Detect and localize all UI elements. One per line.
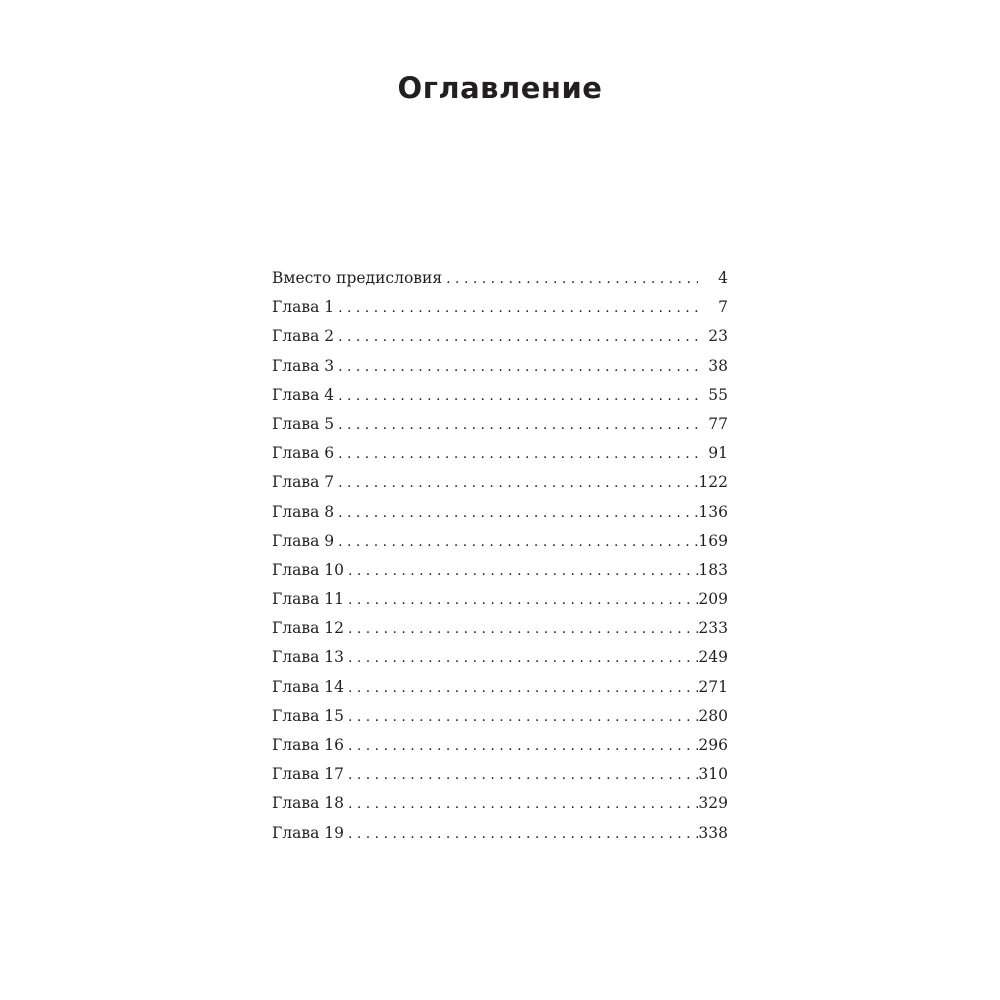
toc-entry-page: 77: [708, 414, 728, 433]
toc-entry: [272, 731, 728, 760]
toc-entry-page: 249: [698, 648, 728, 667]
dot-leader: [338, 499, 698, 528]
toc-entry-page: 209: [698, 590, 728, 609]
toc-entry-label: Глава 15: [272, 706, 344, 725]
toc-entry-label: Глава 1: [272, 298, 335, 317]
toc-entry-page: 233: [698, 619, 728, 638]
dot-leader: [348, 615, 698, 644]
toc-entry-page: 280: [698, 706, 728, 725]
toc-entry: [272, 789, 728, 818]
toc-entry: [272, 643, 728, 672]
toc-entry-label: Глава 2: [272, 327, 335, 346]
dot-leader: [338, 469, 698, 498]
toc-entry: [272, 322, 728, 351]
toc-entry: [272, 760, 728, 789]
toc-entry-label: Глава 4: [272, 385, 335, 404]
toc-entry: [272, 439, 728, 468]
toc-entry-page: 4: [718, 269, 728, 287]
toc-entry-label: Глава 17: [272, 765, 344, 784]
toc-entry: [272, 352, 728, 381]
dot-leader: [348, 820, 698, 849]
toc-entry-page: 296: [698, 736, 728, 754]
toc-entry: [272, 819, 728, 848]
dot-leader: [338, 323, 698, 352]
toc-entry-page: 136: [698, 502, 728, 521]
dot-leader: [338, 353, 698, 382]
toc-entry-label: Глава 6: [272, 444, 335, 463]
dot-leader: [348, 703, 698, 732]
toc-entry-label: Глава 13: [272, 648, 344, 667]
dot-leader: [338, 294, 698, 323]
toc-entry-label: Глава 14: [272, 677, 344, 696]
toc-entry-page: 271: [698, 677, 728, 696]
toc-entry-label: Глава 10: [272, 560, 344, 579]
dot-leader: [338, 411, 698, 440]
dot-leader: [348, 674, 698, 703]
toc-entry-label: Вместо предисловия: [272, 269, 443, 287]
toc-entry-page: 91: [708, 444, 728, 463]
toc-entry: [272, 293, 728, 322]
toc-entry-page: 122: [698, 473, 728, 492]
toc-entry: [272, 585, 728, 614]
toc-entry-label: Глава 8: [272, 502, 335, 521]
toc-entry-label: Глава 3: [272, 356, 335, 375]
page-title: Оглавление: [397, 71, 603, 105]
toc-entry-page: 329: [698, 794, 728, 813]
toc-entry-page: 7: [718, 298, 728, 317]
toc-entry: [272, 527, 728, 556]
toc-entry-page: 169: [698, 531, 728, 550]
toc-entry: [272, 264, 728, 293]
toc-entry-label: Глава 16: [272, 736, 344, 754]
toc-entry-label: Глава 19: [272, 823, 344, 842]
toc-entry: [272, 702, 728, 731]
dot-leader: [348, 790, 698, 819]
toc-entry-page: 23: [708, 327, 728, 346]
toc-entry-page: 183: [698, 560, 728, 579]
dot-leader: [348, 644, 698, 673]
toc-entry-page: 338: [698, 823, 728, 842]
toc-entry-page: 310: [698, 765, 728, 784]
dot-leader: [348, 732, 698, 761]
dot-leader: [348, 586, 698, 615]
dot-leader: [348, 761, 698, 790]
toc-entry: [272, 614, 728, 643]
dot-leader: [338, 528, 698, 557]
toc-entry: [272, 410, 728, 439]
toc-entry-label: Глава 18: [272, 794, 344, 813]
toc-entry-label: Глава 7: [272, 473, 335, 492]
toc-entry-page: 38: [708, 356, 728, 375]
toc-entry-page: 55: [708, 385, 728, 404]
dot-leader: [338, 382, 698, 411]
toc-entry: [272, 498, 728, 527]
toc-entry-label: Глава 11: [272, 590, 344, 609]
dot-leader: [348, 557, 698, 586]
dot-leader: [446, 265, 698, 294]
toc-entry: [272, 673, 728, 702]
toc-entry-label: Глава 5: [272, 414, 335, 433]
toc-entry: [272, 556, 728, 585]
toc-entry: [272, 468, 728, 497]
toc-entry-label: Глава 9: [272, 531, 335, 550]
toc-entry: [272, 381, 728, 410]
table-of-contents: [272, 264, 728, 848]
dot-leader: [338, 440, 698, 469]
toc-entry-label: Глава 12: [272, 619, 344, 638]
